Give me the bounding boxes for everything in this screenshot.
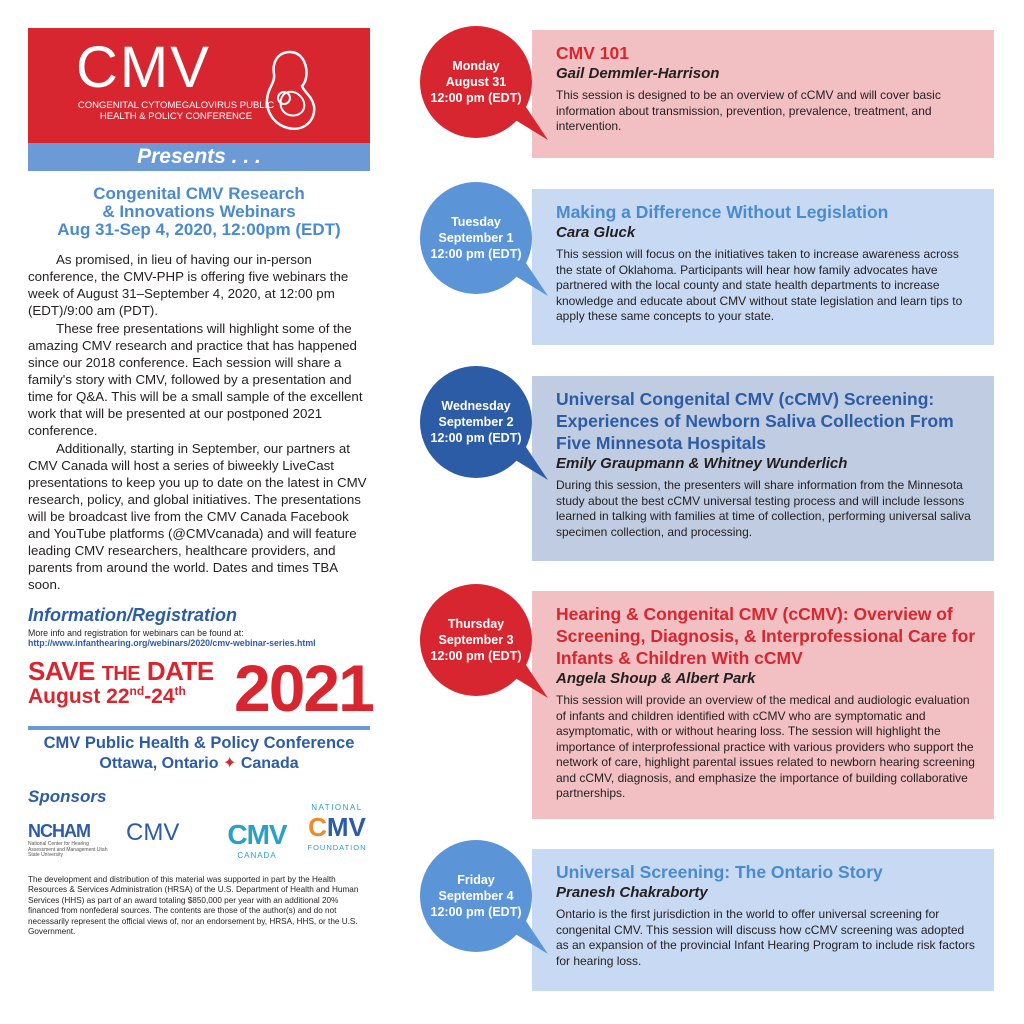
date-bubble-friday: Friday September 4 12:00 pm (EDT) <box>420 840 540 960</box>
left-column <box>28 28 373 937</box>
conference-location: Ottawa, Ontario ✦ Canada <box>99 755 299 772</box>
session-description: This session will provide an overview of the medical and audiologic evaluation of infants and children identified with cCMV who are symptomatic and asymptomatic, with or without hearing loss. The session will highlight the importance of interprofessional practice with various providers who support the network of care, highlight parental issues related to newborn hearing screening and cCMV, diagnosis, and emphasize the importance of building collaborative partnerships. <box>556 693 975 800</box>
session-description: During this session, the presenters will share information from the Minnesota study about the best cCMV universal testing process and will include lessons learned in talking with families at time of collection, performing universal saliva specimen collection, and processing. <box>556 478 971 539</box>
session-speaker: Emily Graupmann & Whitney Wunderlich <box>556 455 848 472</box>
divider <box>28 726 370 730</box>
registration-link[interactable]: http://www.infanthearing.org/webinars/2020/cmv-webinar-series.html <box>28 638 316 648</box>
sponsors-heading: Sponsors <box>28 787 107 806</box>
webinar-series-title: Congenital CMV Research & Innovations Webinars Aug 31-Sep 4, 2020, 12:00pm (EDT) <box>57 184 341 239</box>
mother-child-icon <box>260 46 320 132</box>
conference-dates: August 22nd-24th <box>28 684 186 708</box>
registration-text: More info and registration for webinars can be found at: <box>28 628 244 638</box>
session-title: CMV 101 <box>556 43 629 63</box>
date-bubble-tuesday: Tuesday September 1 12:00 pm (EDT) <box>420 182 540 302</box>
logo-wordmark: CMV <box>76 35 211 100</box>
session-description: This session will focus on the initiatives taken to increase awareness across the state of Oklahoma. Participants will hear how family advocates have partnered with the local county and state health departments to increase knowledge and educate about CMV without state legislation and learn tips to apply these same concepts to your state. <box>556 247 963 323</box>
intro-paragraph: These free presentations will highlight some of the amazing CMV research and practice that has happened since our 2018 conference. Each session will share a family's story with CMV, followed by a presentation and time for Q&A. This will be a small sample of the excellent work that will be presented at our postponed 2021 conference. <box>28 321 363 438</box>
intro-paragraph: As promised, in lieu of having our in-person conference, the CMV-PHP is offering five webinars the week of August 31–September 4, 2020, at 12:00 pm (EDT)/9:00 am (PDT). <box>28 252 349 318</box>
intro-paragraph: Additionally, starting in September, our partners at CMV Canada will host a series of biweekly LiveCast presentations to keep you up to date on the latest in CMV research, policy, and global initiatives. The presentations will be broadcast live from the CMV Canada Facebook and YouTube platforms (@CMVcanada) and will feature leading CMV researchers, healthcare providers, and parents from around the world. Dates and times TBA soon. <box>28 441 367 592</box>
cmv-logo <box>28 28 370 143</box>
session-description: Ontario is the first jurisdiction in the world to offer universal screening for congenital CMV. This session will discuss how cCMV screening was adopted as an expansion of the provincial Infant Hearing Program to include risk factors for hearing loss. <box>556 907 975 968</box>
ncham-logo: NCHAM National Center for Hearing Assessment and Management Utah State University <box>28 821 108 858</box>
session-title: Universal Screening: The Ontario Story <box>556 862 883 882</box>
date-bubble-wednesday: Wednesday September 2 12:00 pm (EDT) <box>420 366 540 486</box>
sponsor-logos <box>28 803 370 871</box>
save-the-date: SAVE THE DATE August 22nd-24th 2021 <box>28 651 373 725</box>
session-card-friday <box>532 849 994 991</box>
intro-text <box>28 251 370 593</box>
conference-name: CMV Public Health & Policy Conference <box>43 734 355 752</box>
session-speaker: Gail Demmler-Harrison <box>556 65 720 82</box>
date-bubble-monday: Monday August 31 12:00 pm (EDT) <box>420 26 540 146</box>
session-description: This session is designed to be an overview of cCMV and will cover basic information about transmission, prevention, prevalence, treatment, and intervention. <box>556 88 941 133</box>
session-card-monday <box>532 30 994 158</box>
session-speaker: Cara Gluck <box>556 224 636 241</box>
session-title: Universal Congenital CMV (cCMV) Screening: Experiences of Newborn Saliva Collection From Five Minnesota Hospitals <box>556 389 954 453</box>
cmv-php-logo: CMV <box>126 819 180 846</box>
national-cmv-foundation-logo: NATIONAL CMV FOUNDATION <box>307 803 367 852</box>
logo-subtitle: CONGENITAL CYTOMEGALOVIRUS PUBLIC HEALTH & POLICY CONFERENCE <box>77 100 275 122</box>
session-card-thursday <box>532 591 994 819</box>
registration-heading: Information/Registration <box>28 605 238 625</box>
session-title: Making a Difference Without Legislation <box>556 202 889 222</box>
date-bubble-thursday: Thursday September 3 12:00 pm (EDT) <box>420 584 540 704</box>
session-speaker: Angela Shoup & Albert Park <box>556 670 756 687</box>
session-card-wednesday <box>532 376 994 561</box>
conference-year: 2021 <box>234 651 373 725</box>
cmv-canada-logo: CMV CANADA <box>227 819 287 860</box>
session-title: Hearing & Congenital CMV (cCMV): Overview of Screening, Diagnosis, & Interprofessional Care for Infants & Children With cCMV <box>556 604 976 668</box>
session-speaker: Pranesh Chakraborty <box>556 884 708 901</box>
presents-banner: Presents . . . <box>28 143 370 171</box>
funding-disclaimer: The development and distribution of this material was supported in part by the Health Resources & Services Administration (HRSA) of the U.S. Department of Health and Human Services (HHS) as part of an award totaling $850,000 per year with an additional 20% financed from nonfederal sources. The contents are those of the author(s) and do not necessarily represent the official views of, nor an endorsement by, HRSA, HHS, or the U.S. Government. <box>28 875 359 937</box>
session-card-tuesday <box>532 189 994 345</box>
maple-leaf-icon: ✦ <box>222 755 237 772</box>
